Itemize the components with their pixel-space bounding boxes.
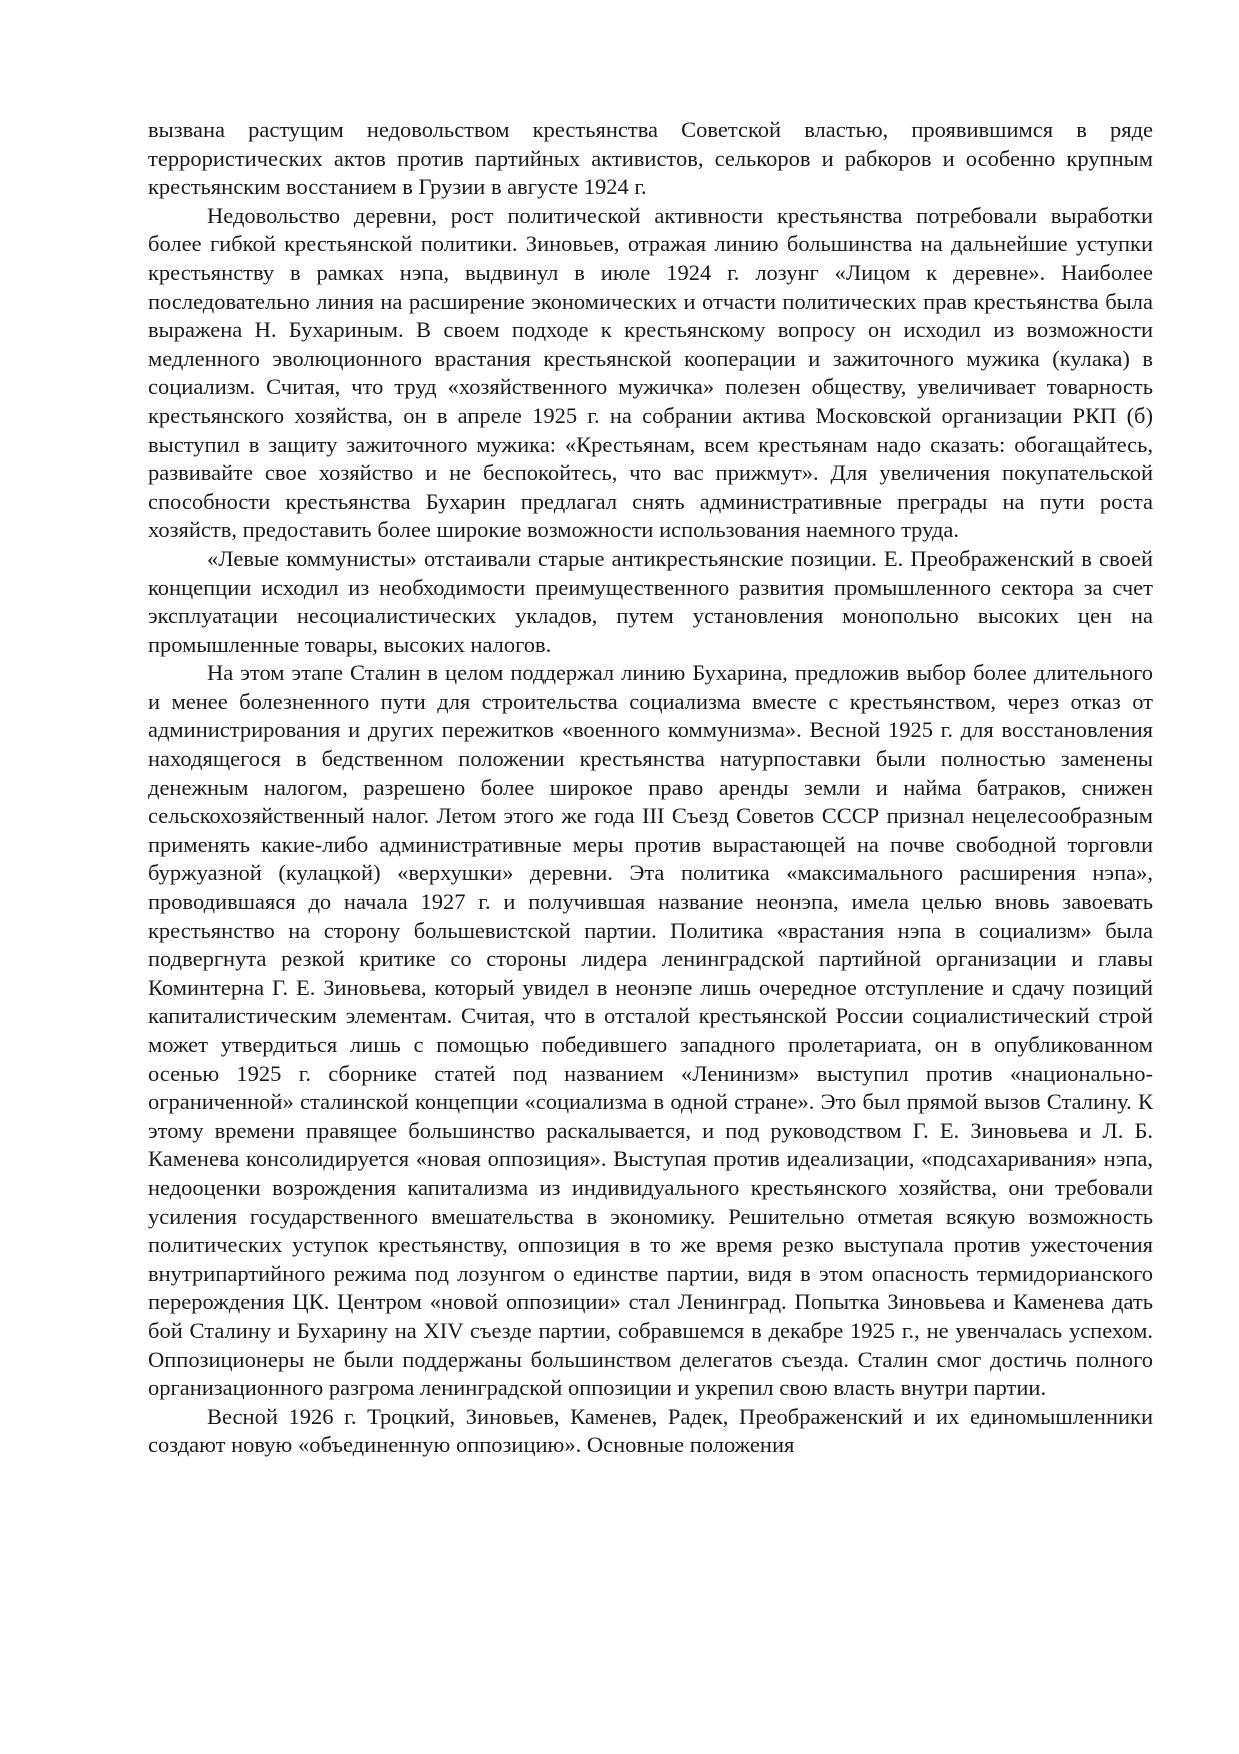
paragraph-4: На этом этапе Сталин в целом поддержал линию Бухарина, предложив выбор более длительного и менее болезненного пути для строительства социализма вместе с крестьянством, через отказ от администрирования и других пережитков «военного коммунизма». Весной 1925 г. для восстановления находящегося в бедственном положении крестьянства натурпоставки были полностью заменены денежным налогом, разрешено более широкое право аренды земли и найма батраков, снижен сельскохозяйственный налог. Летом этого же года III Съезд Советов СССР признал нецелесообразным применять какие-либо административные меры против вырастающей на почве свободной торговли буржуазной (кулацкой) «верхушки» деревни. Эта политика «максимального расширения нэпа», проводившаяся до начала 1927 г. и получившая название неонэпа, имела целью вновь завоевать крестьянство на сторону большевистской партии. Политика «врастания нэпа в социализм» была подвергнута резкой критике со стороны лидера ленинградской партийной организации и главы Коминтерна Г. Е. Зиновьева, который увидел в неонэпе лишь очередное отступление и сдачу позиций капиталистическим элементам. Считая, что в отсталой крестьянской России социалистический строй может утвердиться лишь с помощью победившего западного пролетариата, он в опубликованном осенью 1925 г. сборнике статей под названием «Ленинизм» выступил против «национально-ограниченной» сталинской концепции «социализма в одной стране». Это был прямой вызов Сталину. К этому времени правящее большинство раскалывается, и под руководством Г. Е. Зиновьева и Л. Б. Каменева консолидируется «новая оппозиция». Выступая против идеализации, «подсахаривания» нэпа, недооценки возрождения капитализма из индивидуального крестьянского хозяйства, они требовали усиления государственного вмешательства в экономику. Решительно отметая всякую возможность политических уступок крестьянству, оппозиция в то же время резко выступала против ужесточения внутрипартийного режима под лозунгом о единстве партии, видя в этом опасность термидорианского перерождения ЦК. Центром «новой оппозиции» стал Ленинград. Попытка Зиновьева и Каменева дать бой Сталину и Бухарину на XIV съезде партии, собравшемся в декабре 1925 г., не увенчалась успехом. Оппозиционеры не были поддержаны большинством делегатов съезда. Сталин смог достичь полного организационного разгрома ленинградской оппозиции и укрепил свою власть внутри партии. xyxy=(148,660,1153,1401)
paragraph-1: вызвана растущим недовольством крестьянства Советской властью, проявившимся в ряде террористических актов против партийных активистов, селькоров и рабкоров и особенно крупным крестьянским восстанием в Грузии в августе 1924 г. xyxy=(148,117,1153,200)
paragraph-5: Весной 1926 г. Троцкий, Зиновьев, Каменев, Радек, Преображенский и их единомышленники создают новую «объединенную оппозицию». Основные положения xyxy=(148,1403,1153,1458)
paragraph-3: «Левые коммунисты» отстаивали старые антикрестьянские позиции. Е. Преображенский в своей концепции исходил из необходимости преимущественного развития промышленного сектора за счет эксплуатации несоциалистических укладов, путем установления монопольно высоких цен на промышленные товары, высоких налогов. xyxy=(148,545,1153,657)
document-page xyxy=(148,116,1153,1460)
paragraph-2: Недовольство деревни, рост политической активности крестьянства потребовали выработки более гибкой крестьянской политики. Зиновьев, отражая линию большинства на дальнейшие уступки крестьянству в рамках нэпа, выдвинул в июле 1924 г. лозунг «Лицом к деревне». Наиболее последовательно линия на расширение экономических и отчасти политических прав крестьянства была выражена Н. Бухариным. В своем подходе к крестьянскому вопросу он исходил из возможности медленного эволюционного врастания крестьянской кооперации и зажиточного мужика (кулака) в социализм. Считая, что труд «хозяйственного мужичка» полезен обществу, увеличивает товарность крестьянского хозяйства, он в апреле 1925 г. на собрании актива Московской организации РКП (б) выступил в защиту зажиточного мужика: «Крестьянам, всем крестьянам надо сказать: обогащайтесь, развивайте свое хозяйство и не беспокойтесь, что вас прижмут». Для увеличения покупательской способности крестьянства Бухарин предлагал снять административные преграды на пути роста хозяйств, предоставить более широкие возможности использования наемного труда. xyxy=(148,202,1153,543)
